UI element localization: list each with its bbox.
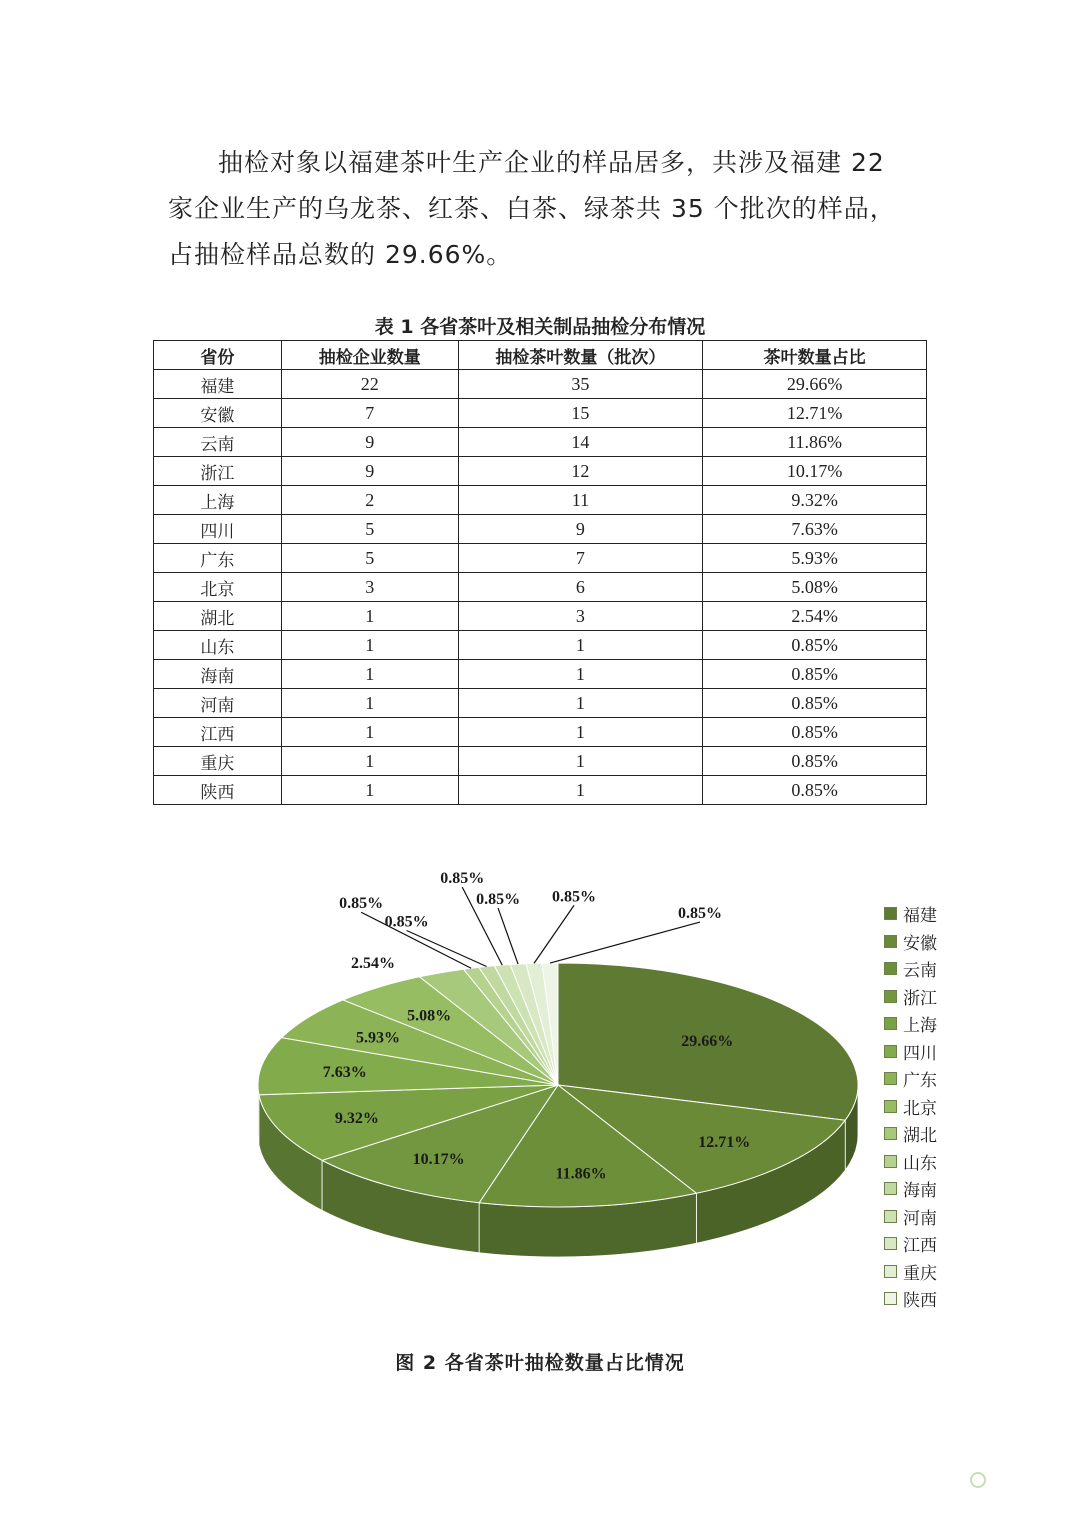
legend-label: 湖北 <box>903 1126 937 1147</box>
pie-leader-line <box>550 922 700 963</box>
pie-data-label: 0.85% <box>677 905 722 923</box>
intro-line-2: 家企业生产的乌龙茶、红茶、白茶、绿茶共 35 个批次的样品， <box>168 194 896 223</box>
legend-label: 山东 <box>903 1153 937 1174</box>
watermark-icon <box>970 1472 986 1488</box>
cell-company-count: 3 <box>281 573 458 602</box>
cell-share: 12.71% <box>703 399 927 428</box>
pie-data-label: 10.17% <box>412 1151 465 1169</box>
legend-label: 北京 <box>903 1098 937 1119</box>
legend-item <box>884 1120 937 1148</box>
table-row <box>154 399 927 428</box>
legend-swatch <box>884 1210 897 1223</box>
pie-data-label: 0.85% <box>339 895 384 913</box>
cell-batch-count: 3 <box>458 602 703 631</box>
legend-label: 福建 <box>903 906 937 927</box>
cell-batch-count: 1 <box>458 776 703 805</box>
legend-item <box>884 1010 937 1038</box>
legend-swatch <box>884 907 897 920</box>
table-row <box>154 660 927 689</box>
cell-province: 四川 <box>154 515 282 544</box>
cell-batch-count: 35 <box>458 370 703 399</box>
table-row <box>154 457 927 486</box>
legend-label: 云南 <box>903 961 937 982</box>
legend-swatch <box>884 1017 897 1030</box>
pie-data-label: 5.93% <box>355 1029 400 1047</box>
cell-province: 江西 <box>154 718 282 747</box>
cell-batch-count: 6 <box>458 573 703 602</box>
cell-province: 上海 <box>154 486 282 515</box>
legend-swatch <box>884 1265 897 1278</box>
cell-province: 福建 <box>154 370 282 399</box>
legend-item <box>884 1230 937 1258</box>
cell-batch-count: 7 <box>458 544 703 573</box>
cell-company-count: 1 <box>281 689 458 718</box>
pie-data-label: 7.63% <box>322 1064 367 1082</box>
chart-legend <box>884 900 937 1313</box>
table-row <box>154 544 927 573</box>
legend-label: 重庆 <box>903 1263 937 1284</box>
intro-line-3: 占抽检样品总数的 29.66%。 <box>168 240 513 269</box>
cell-company-count: 1 <box>281 718 458 747</box>
legend-label: 海南 <box>903 1181 937 1202</box>
header-company-count: 抽检企业数量 <box>281 341 458 370</box>
cell-share: 10.17% <box>703 457 927 486</box>
cell-province: 山东 <box>154 631 282 660</box>
pie-data-label: 29.66% <box>681 1032 734 1050</box>
legend-item <box>884 1038 937 1066</box>
province-table <box>153 340 927 805</box>
table-row <box>154 370 927 399</box>
cell-share: 2.54% <box>703 602 927 631</box>
cell-company-count: 9 <box>281 457 458 486</box>
cell-company-count: 1 <box>281 747 458 776</box>
cell-batch-count: 11 <box>458 486 703 515</box>
cell-share: 0.85% <box>703 689 927 718</box>
table-row <box>154 718 927 747</box>
legend-swatch <box>884 1292 897 1305</box>
legend-item <box>884 1065 937 1093</box>
pie-leader-line <box>498 908 518 964</box>
legend-label: 河南 <box>903 1208 937 1229</box>
cell-batch-count: 1 <box>458 660 703 689</box>
cell-company-count: 1 <box>281 660 458 689</box>
legend-label: 陕西 <box>903 1291 937 1312</box>
legend-item <box>884 955 937 983</box>
cell-share: 7.63% <box>703 515 927 544</box>
intro-line-1: 抽检对象以福建茶叶生产企业的样品居多，共涉及福建 22 <box>218 148 885 177</box>
legend-item <box>884 1175 937 1203</box>
pie-data-label: 0.85% <box>476 891 521 909</box>
cell-company-count: 1 <box>281 602 458 631</box>
cell-province: 北京 <box>154 573 282 602</box>
cell-province: 海南 <box>154 660 282 689</box>
cell-batch-count: 1 <box>458 718 703 747</box>
pie-data-label: 12.71% <box>698 1134 751 1152</box>
cell-batch-count: 1 <box>458 689 703 718</box>
intro-paragraph <box>168 140 928 278</box>
cell-company-count: 5 <box>281 515 458 544</box>
header-batch-count: 抽检茶叶数量（批次） <box>458 341 703 370</box>
cell-batch-count: 1 <box>458 747 703 776</box>
cell-company-count: 7 <box>281 399 458 428</box>
cell-company-count: 9 <box>281 428 458 457</box>
cell-batch-count: 14 <box>458 428 703 457</box>
pie-leader-line <box>407 931 487 967</box>
table-row <box>154 747 927 776</box>
cell-province: 重庆 <box>154 747 282 776</box>
pie-data-label: 0.85% <box>440 870 485 888</box>
pie-data-label: 0.85% <box>551 888 596 906</box>
legend-swatch <box>884 935 897 948</box>
legend-label: 浙江 <box>903 988 937 1009</box>
cell-batch-count: 1 <box>458 631 703 660</box>
legend-swatch <box>884 990 897 1003</box>
legend-swatch <box>884 1072 897 1085</box>
cell-company-count: 1 <box>281 776 458 805</box>
cell-province: 浙江 <box>154 457 282 486</box>
table-row <box>154 515 927 544</box>
cell-company-count: 5 <box>281 544 458 573</box>
legend-swatch <box>884 1155 897 1168</box>
cell-province: 安徽 <box>154 399 282 428</box>
header-share: 茶叶数量占比 <box>703 341 927 370</box>
cell-share: 5.93% <box>703 544 927 573</box>
legend-item <box>884 1148 937 1176</box>
legend-swatch <box>884 962 897 975</box>
cell-company-count: 2 <box>281 486 458 515</box>
table-row <box>154 602 927 631</box>
legend-label: 安徽 <box>903 933 937 954</box>
pie-leader-line <box>534 905 574 963</box>
figure-caption: 图 2 各省茶叶抽检数量占比情况 <box>395 1352 685 1374</box>
cell-company-count: 22 <box>281 370 458 399</box>
cell-province: 陕西 <box>154 776 282 805</box>
table-row <box>154 486 927 515</box>
legend-swatch <box>884 1237 897 1250</box>
legend-item <box>884 900 937 928</box>
cell-province: 广东 <box>154 544 282 573</box>
legend-swatch <box>884 1127 897 1140</box>
cell-share: 0.85% <box>703 776 927 805</box>
cell-province: 云南 <box>154 428 282 457</box>
table-row <box>154 776 927 805</box>
table-row <box>154 428 927 457</box>
legend-label: 四川 <box>903 1043 937 1064</box>
cell-share: 0.85% <box>703 660 927 689</box>
table-caption: 表 1 各省茶叶及相关制品抽检分布情况 <box>374 316 706 338</box>
pie-data-label: 11.86% <box>555 1165 607 1183</box>
cell-share: 11.86% <box>703 428 927 457</box>
pie-chart <box>240 870 880 1320</box>
cell-batch-count: 15 <box>458 399 703 428</box>
cell-share: 0.85% <box>703 631 927 660</box>
cell-share: 29.66% <box>703 370 927 399</box>
cell-share: 9.32% <box>703 486 927 515</box>
table-header-row <box>154 341 927 370</box>
legend-swatch <box>884 1182 897 1195</box>
cell-share: 5.08% <box>703 573 927 602</box>
cell-province: 河南 <box>154 689 282 718</box>
legend-item <box>884 983 937 1011</box>
cell-batch-count: 9 <box>458 515 703 544</box>
legend-item <box>884 928 937 956</box>
legend-item <box>884 1285 937 1313</box>
legend-item <box>884 1093 937 1121</box>
pie-data-label: 0.85% <box>384 913 429 931</box>
table-row <box>154 631 927 660</box>
legend-swatch <box>884 1100 897 1113</box>
table-row <box>154 573 927 602</box>
pie-data-label: 5.08% <box>407 1007 452 1025</box>
cell-share: 0.85% <box>703 718 927 747</box>
pie-data-label: 2.54% <box>351 955 395 972</box>
table-body <box>154 370 927 805</box>
cell-batch-count: 12 <box>458 457 703 486</box>
legend-swatch <box>884 1045 897 1058</box>
legend-item <box>884 1203 937 1231</box>
table-row <box>154 689 927 718</box>
legend-label: 广东 <box>903 1071 937 1092</box>
cell-province: 湖北 <box>154 602 282 631</box>
pie-data-label: 9.32% <box>334 1110 379 1128</box>
header-province: 省份 <box>154 341 282 370</box>
legend-label: 江西 <box>903 1236 937 1257</box>
cell-share: 0.85% <box>703 747 927 776</box>
legend-item <box>884 1258 937 1286</box>
legend-label: 上海 <box>903 1016 937 1037</box>
cell-company-count: 1 <box>281 631 458 660</box>
